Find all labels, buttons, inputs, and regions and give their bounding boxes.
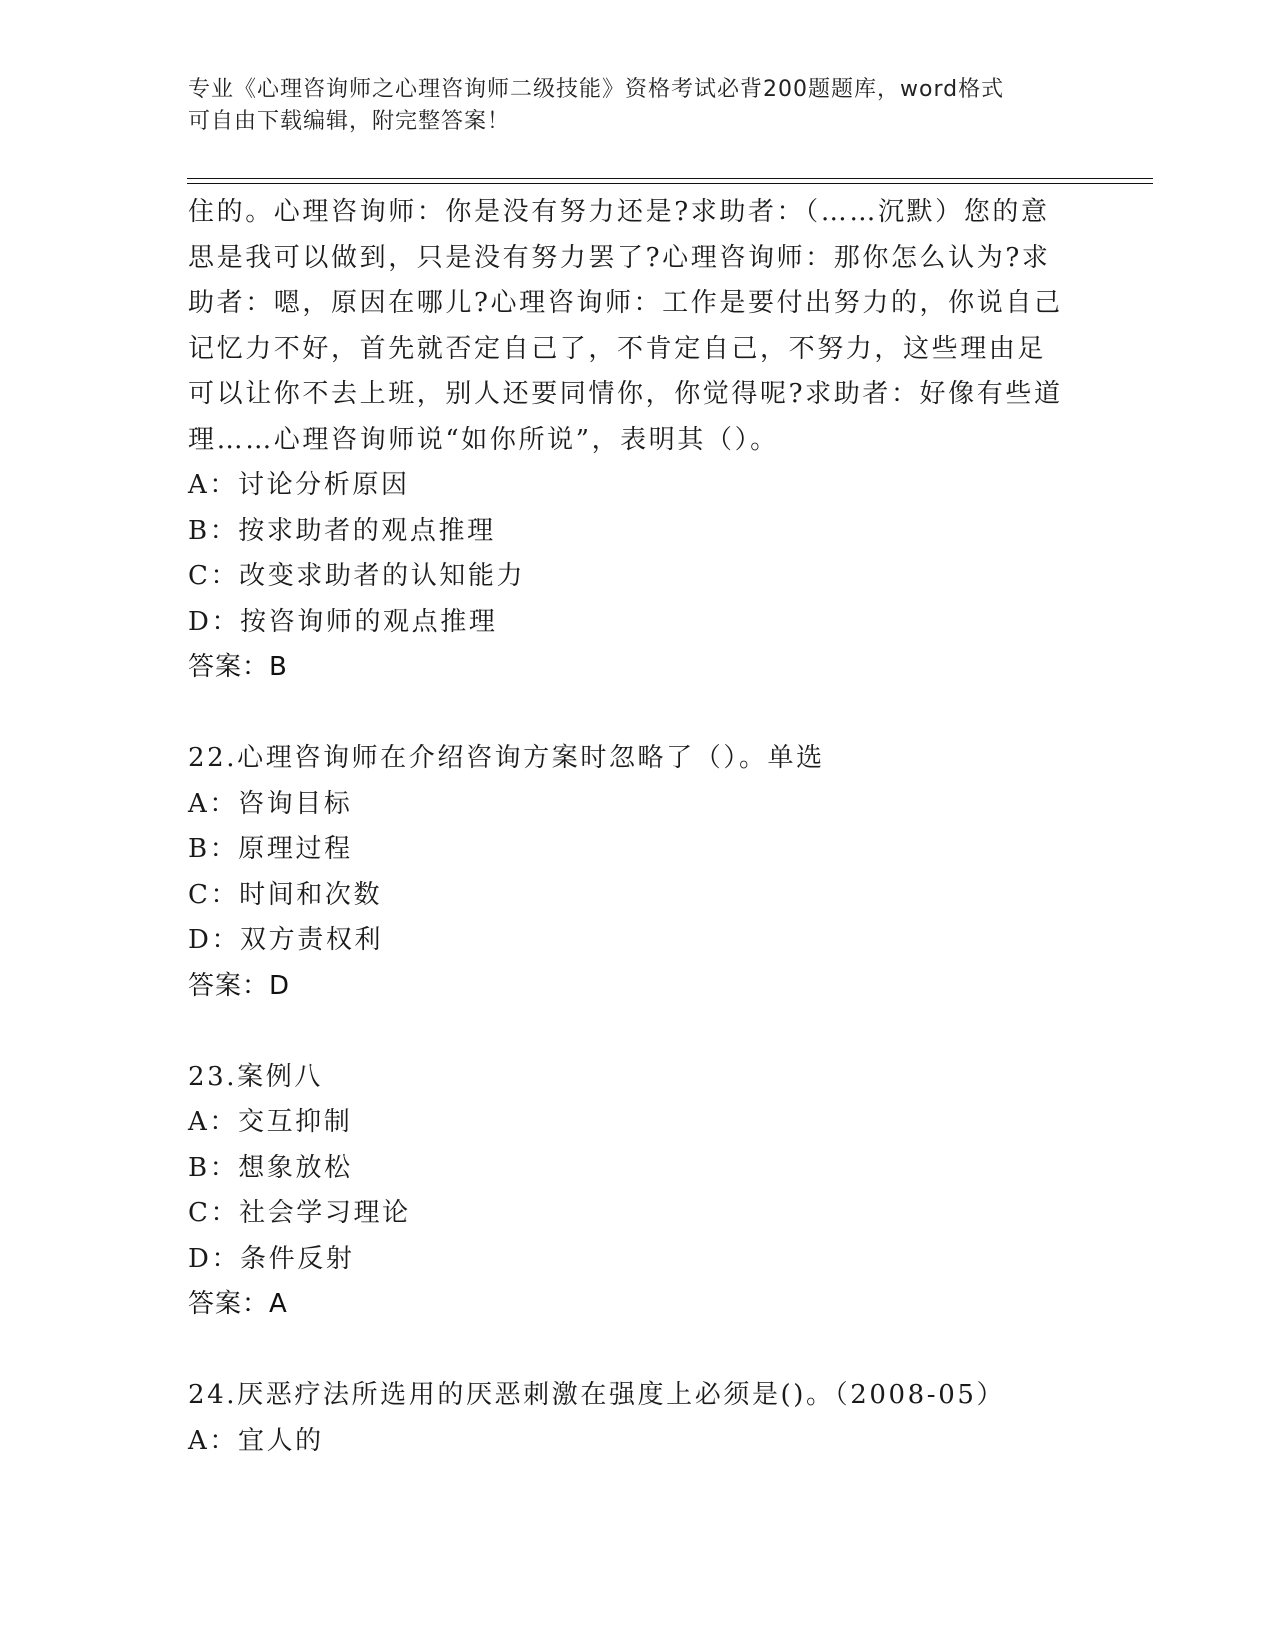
question-stem: 23.案例八: [188, 1061, 323, 1092]
option-a: A：交互抑制: [188, 1107, 353, 1137]
question-text-line: 住的。心理咨询师：你是没有努力还是?求助者：（……沉默）您的意: [188, 197, 1050, 227]
question-content: [188, 190, 1088, 1464]
question-text-line: 可以让你不去上班，别人还要同情你，你觉得呢?求助者：好像有些道: [188, 379, 1063, 409]
answer-label: 答案：A: [188, 1289, 288, 1319]
header-title-line-1: 专业《心理咨询师之心理咨询师二级技能》资格考试必背200题题库，word格式: [188, 77, 1005, 102]
header-divider-bottom: [187, 183, 1153, 184]
question-23: [188, 1055, 1088, 1328]
answer-label: 答案：D: [188, 970, 291, 1001]
answer-label: 答案：B: [188, 652, 288, 682]
question-text-line: 思是我可以做到，只是没有努力罢了?心理咨询师：那你怎么认为?求: [188, 242, 1051, 273]
option-c: C：改变求助者的认知能力: [188, 561, 526, 591]
question-22: [188, 736, 1088, 1009]
question-text-line: 理……心理咨询师说“如你所说”，表明其（）。: [188, 424, 779, 455]
option-a: A：宜人的: [188, 1425, 324, 1456]
header-title-line-2: 可自由下载编辑，附完整答案！: [188, 109, 511, 134]
spacer: [188, 1328, 1088, 1374]
option-b: B：想象放松: [188, 1152, 353, 1183]
question-stem: 24.厌恶疗法所选用的厌恶刺激在强度上必须是()。（2008-05）: [188, 1380, 1006, 1410]
option-b: B：原理过程: [188, 834, 353, 864]
option-d: D：条件反射: [188, 1243, 355, 1274]
question-text-line: 记忆力不好，首先就否定自己了，不肯定自己，不努力，这些理由足: [188, 333, 1047, 364]
page-header: [188, 74, 1068, 138]
option-a: A：咨询目标: [188, 788, 353, 819]
question-text-line: 助者：嗯，原因在哪儿?心理咨询师：工作是要付出努力的，你说自己: [188, 288, 1063, 318]
question-24: [188, 1373, 1088, 1464]
option-c: C：时间和次数: [188, 879, 383, 910]
option-d: D：双方责权利: [188, 925, 384, 955]
option-d: D：按咨询师的观点推理: [188, 606, 498, 637]
option-a: A：讨论分析原因: [188, 470, 410, 500]
option-b: B：按求助者的观点推理: [188, 515, 496, 546]
question-stem: 22.心理咨询师在介绍咨询方案时忽略了（）。单选: [188, 743, 825, 773]
spacer: [188, 691, 1088, 737]
spacer: [188, 1009, 1088, 1055]
option-c: C：社会学习理论: [188, 1198, 411, 1228]
question-21-continuation: [188, 190, 1088, 691]
header-divider-top: [187, 178, 1153, 179]
